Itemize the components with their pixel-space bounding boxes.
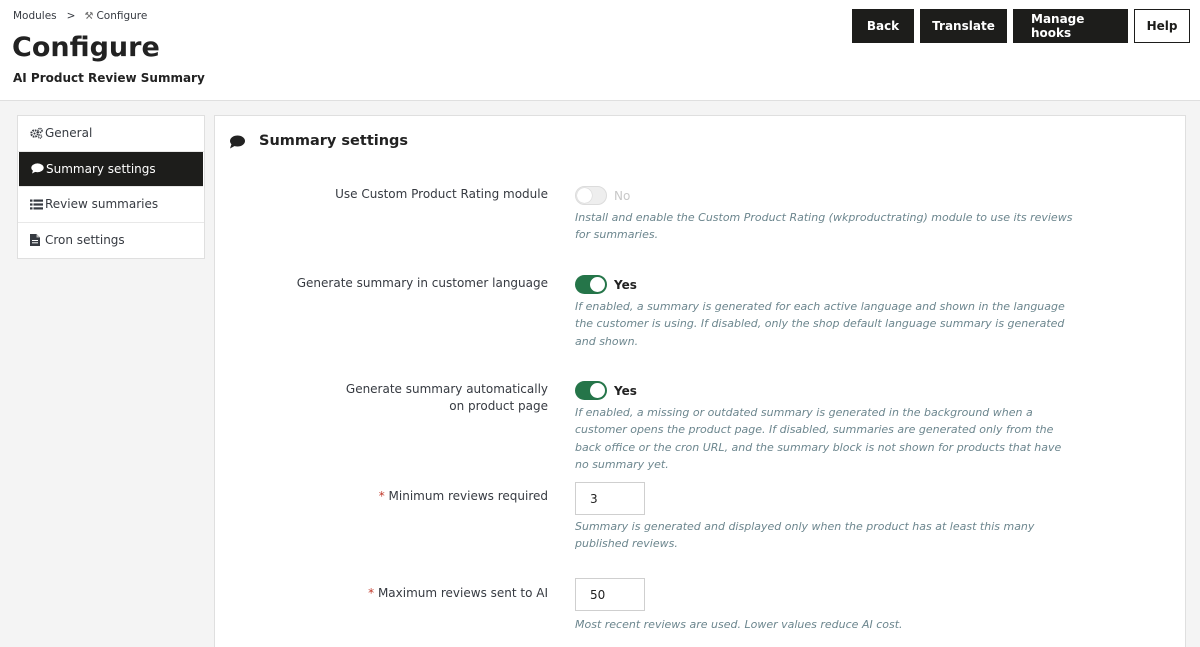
sidebar-item-label: Cron settings: [45, 233, 125, 248]
customer-language-help: If enabled, a summary is generated for each active language and shown in the language the customer is using. If disabled, only the shop default language summary is generated and shown.: [575, 300, 1065, 348]
manage-hooks-button[interactable]: Manage hooks: [1013, 9, 1128, 43]
customer-language-label: Generate summary in customer language: [296, 276, 548, 290]
max-reviews-help: Most recent reviews are used. Lower values reduce AI cost.: [575, 618, 903, 631]
toggle-knob: [577, 188, 592, 203]
help-button[interactable]: Help: [1134, 9, 1190, 43]
toolbar: [852, 9, 1190, 43]
panel-title: Summary settings: [259, 133, 409, 149]
auto-generate-value: Yes: [614, 383, 637, 398]
required-mark: *: [378, 489, 385, 503]
comment-icon: [31, 163, 45, 174]
breadcrumb-modules-link[interactable]: Modules: [13, 10, 57, 22]
auto-generate-label: Generate summary automatically on product page: [345, 382, 548, 413]
breadcrumb: [13, 10, 147, 22]
settings-sidebar: [17, 115, 205, 259]
comment-icon: [229, 134, 245, 148]
sidebar-item-label: Summary settings: [46, 161, 156, 176]
toggle-knob: [590, 277, 605, 292]
auto-generate-toggle[interactable]: [575, 381, 637, 400]
auto-generate-help: If enabled, a missing or outdated summary is generated in the background when a customer opens the product page. If disabled, summaries are generated only from the back office or the cron URL, and the summary block is not shown for products that have no summary yet.: [575, 406, 1062, 471]
sidebar-item-review-summaries[interactable]: [18, 187, 204, 223]
translate-button[interactable]: Translate: [920, 9, 1007, 43]
toggle-track: [575, 381, 607, 400]
min-reviews-label: [288, 488, 548, 505]
max-reviews-input[interactable]: [575, 578, 645, 611]
customer-language-toggle[interactable]: [575, 275, 637, 294]
min-reviews-label-text: Minimum reviews required: [388, 489, 548, 503]
toggle-track: [575, 186, 607, 205]
required-mark: *: [368, 586, 375, 600]
min-reviews-help: Summary is generated and displayed only when the product has at least this many published reviews.: [575, 520, 1035, 551]
breadcrumb-current: Configure: [96, 10, 148, 22]
wrench-icon: ⚒: [84, 10, 94, 22]
list-icon: [30, 199, 44, 210]
sidebar-item-label: General: [45, 126, 93, 141]
sidebar-item-label: Review summaries: [45, 197, 159, 212]
breadcrumb-separator: >: [66, 10, 76, 22]
custom-rating-value: No: [614, 188, 631, 203]
summary-settings-panel: [214, 115, 1186, 647]
page-header: [0, 0, 1200, 101]
custom-rating-label: Use Custom Product Rating module: [335, 187, 548, 201]
panel-heading: [229, 133, 408, 149]
custom-rating-toggle[interactable]: [575, 186, 630, 205]
cogs-icon: [30, 127, 44, 139]
max-reviews-label-text: Maximum reviews sent to AI: [377, 586, 548, 600]
toggle-knob: [590, 383, 605, 398]
custom-rating-help: Install and enable the Custom Product Rating (wkproductrating) module to use its reviews for summaries.: [575, 211, 1073, 242]
sidebar-item-cron-settings[interactable]: [18, 223, 204, 259]
sidebar-item-general[interactable]: [18, 116, 204, 152]
min-reviews-input[interactable]: [575, 482, 645, 515]
back-button[interactable]: Back: [852, 9, 914, 43]
file-icon: [30, 234, 44, 246]
max-reviews-label: [288, 585, 548, 602]
page-subtitle: AI Product Review Summary: [13, 71, 205, 85]
toggle-track: [575, 275, 607, 294]
sidebar-item-summary-settings[interactable]: [19, 152, 203, 188]
page-title: Configure: [12, 32, 160, 63]
customer-language-value: Yes: [614, 277, 637, 292]
